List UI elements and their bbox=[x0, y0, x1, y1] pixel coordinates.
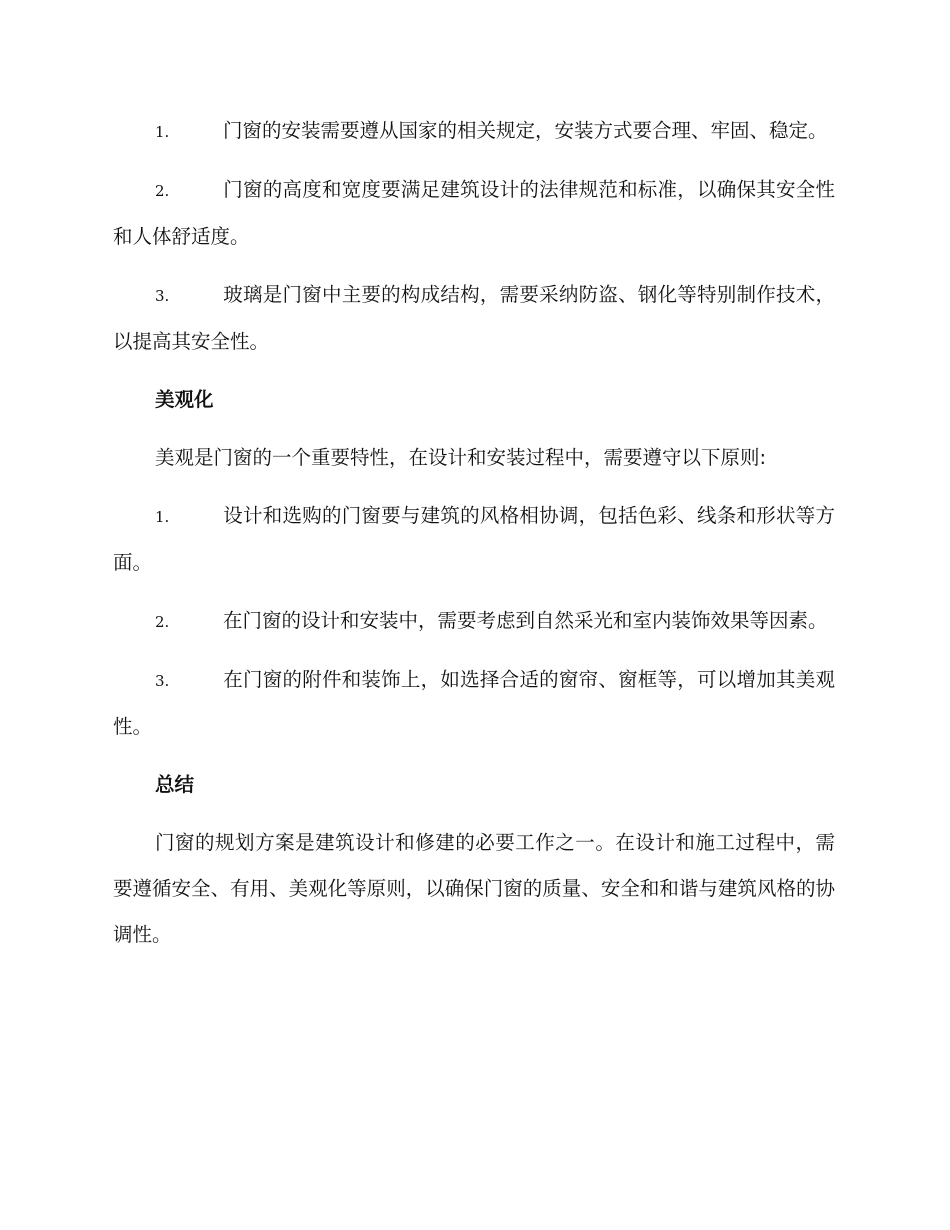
list-number: 1. bbox=[155, 123, 170, 141]
list-number: 2. bbox=[155, 182, 170, 200]
list-text: 门窗的安装需要遵从国家的相关规定，安装方式要合理、牢固、稳定。 bbox=[223, 119, 828, 142]
list-number: 2. bbox=[155, 613, 170, 631]
aesthetics-intro-paragraph: 美观是门窗的一个重要特性，在设计和安装过程中，需要遵守以下原则: bbox=[155, 446, 767, 469]
list-text: 在门窗的设计和安装中，需要考虑到自然采光和室内装饰效果等因素。 bbox=[223, 609, 828, 632]
list-item bbox=[113, 657, 835, 750]
list-number: 1. bbox=[155, 508, 170, 526]
section-heading-aesthetics: 美观化 bbox=[155, 388, 214, 411]
list-text: 在门窗的附件和装饰上，如选择合适的窗帘、窗框等，可以增加其美观性。 bbox=[113, 668, 835, 738]
list-text: 设计和选购的门窗要与建筑的风格相协调，包括色彩、线条和形状等方面。 bbox=[113, 504, 835, 574]
list-item bbox=[113, 493, 835, 586]
summary-paragraph: 门窗的规划方案是建筑设计和修建的必要工作之一。在设计和施工过程中，需要遵循安全、有用、美观化等原则，以确保门窗的质量、安全和和谐与建筑风格的协调性。 bbox=[113, 831, 835, 946]
list-item bbox=[113, 167, 835, 260]
list-number: 3. bbox=[155, 672, 170, 690]
list-text: 门窗的高度和宽度要满足建筑设计的法律规范和标准，以确保其安全性和人体舒适度。 bbox=[113, 178, 835, 248]
list-number: 3. bbox=[155, 287, 170, 305]
list-text: 玻璃是门窗中主要的构成结构，需要采纳防盗、钢化等特别制作技术，以提高其安全性。 bbox=[113, 283, 835, 353]
list-item bbox=[113, 108, 835, 155]
section-heading-summary: 总结 bbox=[155, 773, 195, 796]
list-item bbox=[113, 598, 835, 645]
document-body bbox=[113, 108, 835, 970]
list-item bbox=[113, 272, 835, 365]
